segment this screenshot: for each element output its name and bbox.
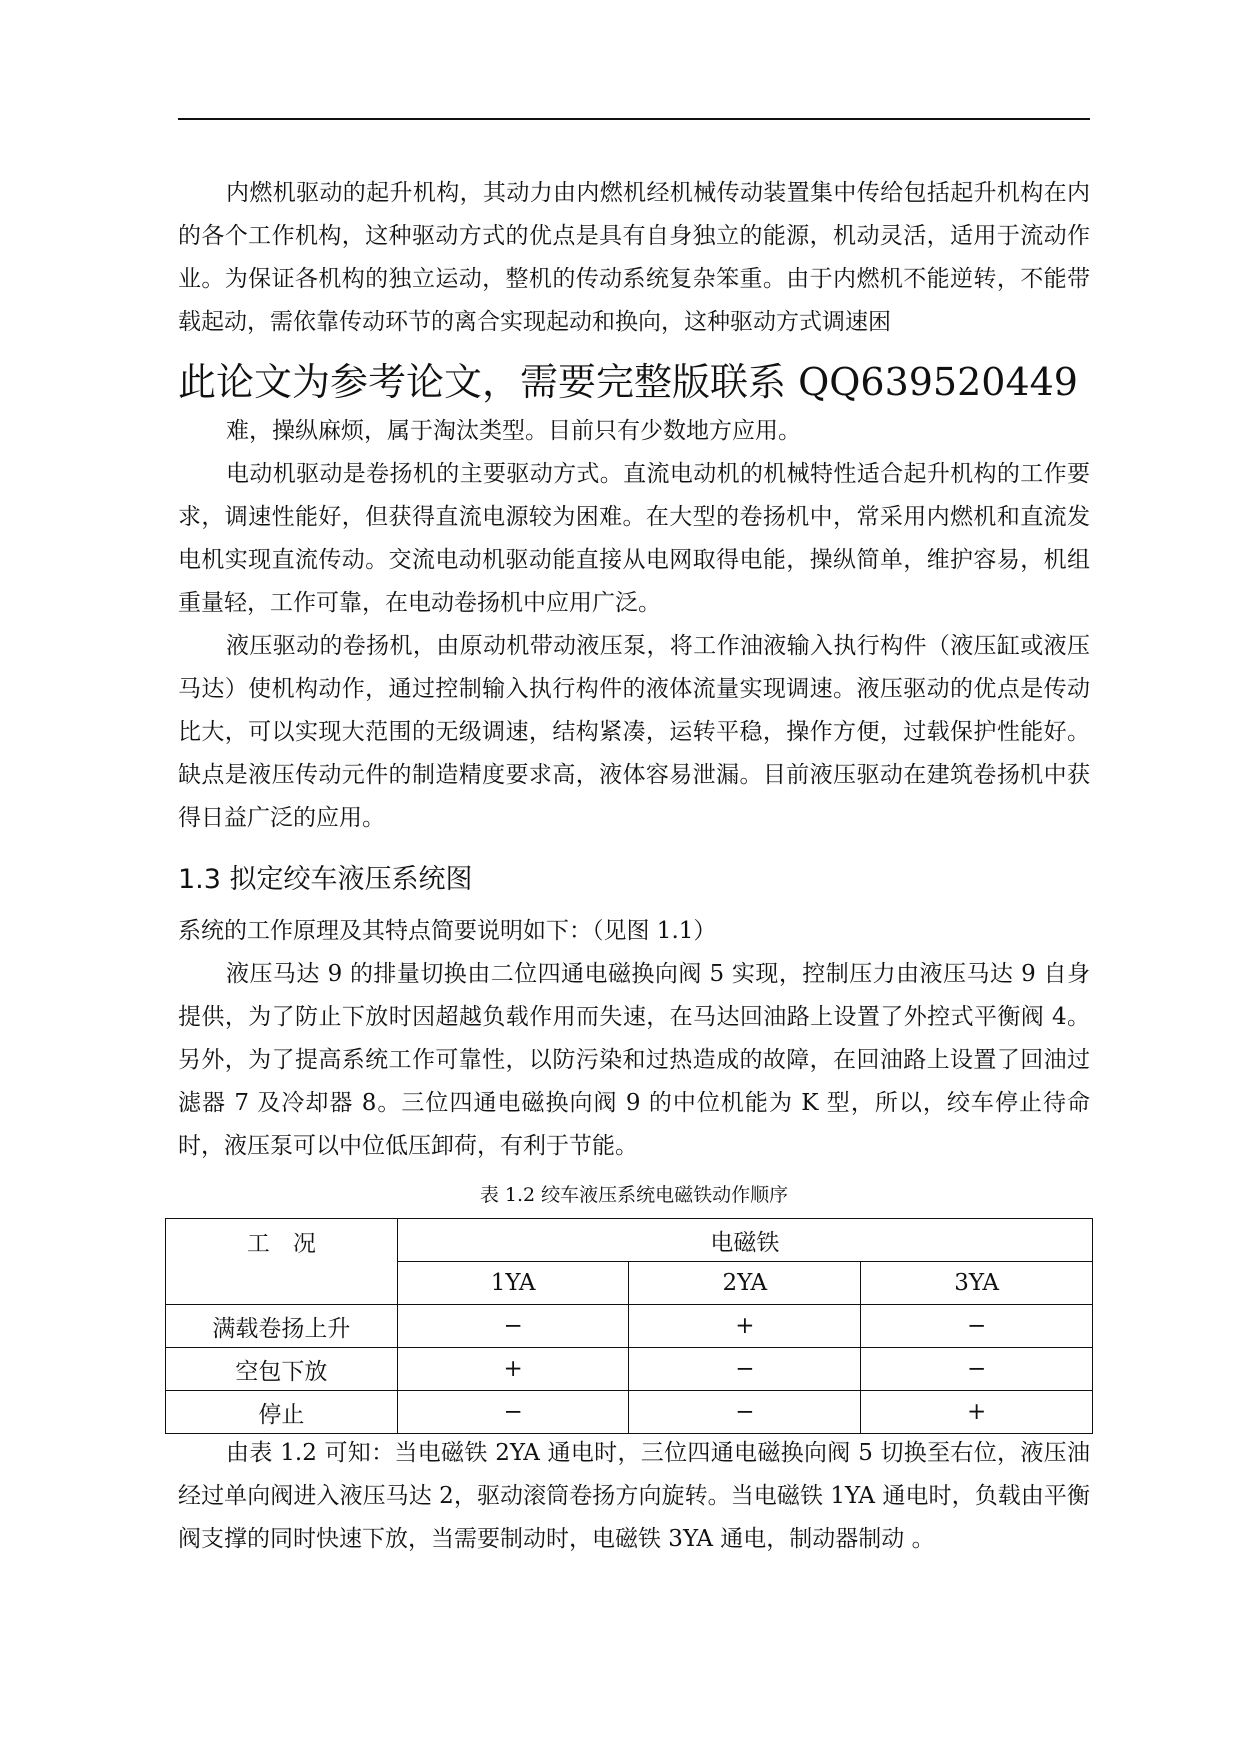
table-row (166, 1305, 1093, 1348)
table-row (166, 1348, 1093, 1391)
header-rule (178, 118, 1090, 120)
cell-1ya: + (397, 1348, 629, 1391)
cell-1ya: − (397, 1391, 629, 1434)
paragraph-conclusion: 由表 1.2 可知：当电磁铁 2YA 通电时，三位四通电磁换向阀 5 切换至右位，液压油经过单向阀进入液压马达 2，驱动滚筒卷扬方向旋转。当电磁铁 1YA 通电时，负载由平衡阀支撑的同时快速下放，当需要制动时，电磁铁 3YA 通电，制动器制动 。 (178, 1440, 1090, 1552)
header-2ya: 2YA (629, 1262, 861, 1305)
cell-2ya: − (629, 1391, 861, 1434)
header-3ya: 3YA (861, 1262, 1093, 1305)
table-header-row (166, 1219, 1093, 1262)
row-condition: 满载卷扬上升 (166, 1305, 398, 1348)
cell-2ya: + (629, 1305, 861, 1348)
header-1ya: 1YA (397, 1262, 629, 1305)
paragraph-ice-drive: 内燃机驱动的起升机构，其动力由内燃机经机械传动装置集中传给包括起升机构在内的各个工作机构，这种驱动方式的优点是具有自身独立的能源，机动灵活，适用于流动作业。为保证各机构的独立运动，整机的传动系统复杂笨重。由于内燃机不能逆转，不能带载起动，需依靠传动环节的离合实现起动和换向，这种驱动方式调速困 (178, 180, 1090, 335)
paragraph-electric-drive: 电动机驱动是卷扬机的主要驱动方式。直流电动机的机械特性适合起升机构的工作要求，调速性能好，但获得直流电源较为困难。在大型的卷扬机中，常采用内燃机和直流发电机实现直流传动。交流电动机驱动能直接从电网取得电能，操纵简单，维护容易，机组重量轻，工作可靠，在电动卷扬机中应用广泛。 (178, 461, 1090, 616)
row-condition: 停止 (166, 1391, 398, 1434)
section-heading: 1.3 拟定绞车液压系统图 (178, 864, 473, 895)
cell-1ya: − (397, 1305, 629, 1348)
section-intro: 系统的工作原理及其特点简要说明如下：（见图 1.1） (178, 918, 717, 944)
table-row (166, 1391, 1093, 1434)
solenoid-sequence-table (165, 1218, 1093, 1434)
table-caption: 表 1.2 绞车液压系统电磁铁动作顺序 (479, 1184, 789, 1206)
cell-3ya: − (861, 1348, 1093, 1391)
section-body: 液压马达 9 的排量切换由二位四通电磁换向阀 5 实现，控制压力由液压马达 9 自身提供，为了防止下放时因超越负载作用而失速，在马达回油路上设置了外控式平衡阀 4。另外，为了提高系统工作可靠性，以防污染和过热造成的故障，在回油路上设置了回油过滤器 7 及冷却器 8。三位四通电磁换向阀 9 的中位机能为 K 型，所以，绞车停止待命时，液压泵可以中位低压卸荷，有利于节能。 (178, 961, 1090, 1159)
paragraph-hydraulic-drive: 液压驱动的卷扬机，由原动机带动液压泵，将工作油液输入执行构件（液压缸或液压马达）使机构动作，通过控制输入执行构件的液体流量实现调速。液压驱动的优点是传动比大，可以实现大范围的无级调速，结构紧凑，运转平稳，操作方便，过载保护性能好。缺点是液压传动元件的制造精度要求高，液体容易泄漏。目前液压驱动在建筑卷扬机中获得日益广泛的应用。 (178, 633, 1090, 831)
header-condition: 工 况 (166, 1219, 398, 1305)
cell-2ya: − (629, 1348, 861, 1391)
header-solenoid: 电磁铁 (397, 1219, 1092, 1262)
paragraph-ice-drive-continued: 难，操纵麻烦，属于淘汰类型。目前只有少数地方应用。 (226, 418, 801, 444)
row-condition: 空包下放 (166, 1348, 398, 1391)
watermark-notice: 此论文为参考论文，需要完整版联系 QQ639520449 (178, 360, 1078, 404)
cell-3ya: − (861, 1305, 1093, 1348)
cell-3ya: + (861, 1391, 1093, 1434)
